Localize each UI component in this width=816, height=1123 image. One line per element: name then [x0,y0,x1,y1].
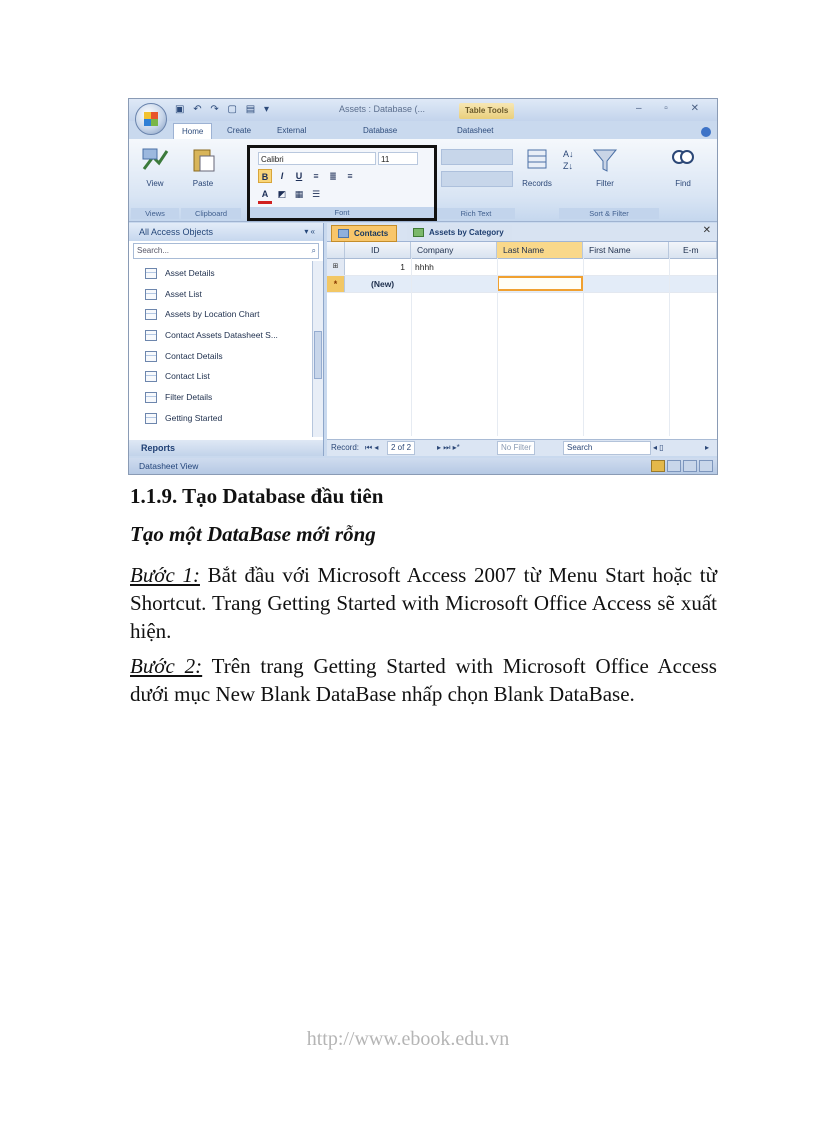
filter-icon [591,147,619,173]
form-icon [145,289,157,300]
format-row-2 [258,187,323,201]
record-navigation-bar [327,439,717,456]
underline-button[interactable]: U [295,171,303,181]
font-group-highlight [247,145,437,221]
view-button[interactable]: View [135,147,175,188]
step-1-text: Bắt đầu với Microsoft Access 2007 từ Menu Start hoặc từ Shortcut. Trang Getting Started with Microsoft Office Access sẽ xuất hiện. [130,563,717,643]
report-icon [413,228,424,237]
doc-tab-assets-by-category[interactable]: Assets by Category [407,225,512,240]
search-icon[interactable]: ⌕ [311,246,316,255]
status-bar [129,458,717,474]
alt-fill-icon[interactable]: ☰ [311,189,321,199]
format-row-1 [258,169,357,183]
select-all-cell[interactable] [327,242,345,258]
active-cell-last-name[interactable] [497,276,583,291]
nav-pane-header[interactable]: All Access Objects ▾ « [129,223,323,241]
form-icon [145,413,157,424]
nav-item[interactable]: Contact Details [129,346,311,367]
form-icon [145,371,157,382]
row-expand-icon[interactable]: ⊞ [327,259,345,275]
office-button[interactable] [135,103,167,135]
close-icon[interactable]: ✕ [702,225,711,236]
ribbon [129,139,717,222]
font-color-icon[interactable]: A [258,187,272,204]
records-icon [523,147,551,173]
nav-object-list [129,263,311,429]
fill-color-icon[interactable]: ◩ [277,189,287,199]
section-heading: 1.1.9. Tạo Database đầu tiên [130,484,384,508]
record-search-input[interactable]: Search [563,441,651,455]
pivot-table-view-icon[interactable] [667,460,681,472]
quick-access-toolbar[interactable]: ▣ ↶ ↷ ▢ ▤ ▾ [175,104,273,115]
nav-group-reports[interactable]: Reports [129,440,323,456]
nav-scrollbar[interactable] [312,261,323,437]
status-text: Datasheet View [139,461,199,471]
gridlines-icon[interactable]: ▦ [294,189,304,199]
table-row[interactable] [327,259,717,276]
new-record-icon: * [327,276,345,292]
form-icon [145,268,157,279]
help-icon[interactable] [701,127,711,137]
group-clipboard-label: Clipboard [181,208,241,219]
record-label: Record: [331,443,360,452]
align-left-icon[interactable]: ≡ [313,171,319,181]
view-icon [141,147,169,173]
nav-search-input[interactable]: Search... ⌕ [133,243,319,259]
nav-item[interactable]: Contact List [129,366,311,387]
navigation-pane [129,223,324,456]
tab-datasheet[interactable]: Datasheet [457,126,494,135]
new-record-row[interactable] [327,276,717,293]
title-bar [129,99,717,121]
design-view-icon[interactable] [699,460,713,472]
nav-item[interactable]: Asset List [129,284,311,305]
step-2-paragraph [130,652,717,708]
nav-item[interactable]: Contact Assets Datasheet S... [129,325,311,346]
column-header-id[interactable]: ID [345,242,411,258]
rich-text-controls-2[interactable] [441,171,513,187]
pivot-chart-view-icon[interactable] [683,460,697,472]
document-tabs [327,223,717,242]
form-icon [145,392,157,403]
access-screenshot [128,98,718,475]
column-header-last-name[interactable]: Last Name [497,242,583,258]
form-icon [145,330,157,341]
group-sort-filter-label: Sort & Filter [559,208,659,219]
table-tools-label: Table Tools [459,103,514,119]
nav-pane-toggle-icon[interactable]: ▾ « [304,227,315,236]
bold-button[interactable]: B [258,169,272,183]
column-header-company[interactable]: Company [411,242,497,258]
tab-create[interactable]: Create [227,126,252,135]
form-icon [145,351,157,362]
next-record-icon[interactable]: ▸ ⏭ ▸* [437,443,460,452]
column-header-email[interactable]: E-m [669,242,717,258]
office-logo-icon [144,112,158,126]
new-row-label: (New) [371,279,395,289]
form-icon [145,309,157,320]
sort-icons[interactable] [561,147,581,175]
record-position[interactable]: 2 of 2 [387,441,415,455]
nav-item[interactable]: Assets by Location Chart [129,304,311,325]
find-button[interactable]: Find [663,147,703,188]
rich-text-controls[interactable] [441,149,513,165]
tab-database-tools[interactable]: Database [363,126,398,135]
datasheet-view-icon[interactable] [651,460,665,472]
footer-url: http://www.ebook.edu.vn [306,1028,510,1050]
cell-company[interactable]: hhhh [415,262,434,272]
datasheet-area [327,223,717,456]
step-2-label: Bước 2: [130,654,203,678]
no-filter-button[interactable]: No Filter [497,441,535,455]
hscroll-left-icon[interactable]: ◂ ▯ [653,443,664,452]
paste-button[interactable]: Paste [183,147,223,188]
align-right-icon[interactable]: ≡ [347,171,353,181]
column-header-first-name[interactable]: First Name [583,242,669,258]
nav-item[interactable]: Getting Started [129,408,311,429]
group-rich-text-label: Rich Text [437,208,515,219]
tab-external-data[interactable]: External [277,126,307,135]
window-title: Assets : Database (... [339,104,426,114]
records-button[interactable]: Records [517,147,557,188]
italic-button[interactable]: I [280,171,284,181]
nav-item[interactable]: Filter Details [129,387,311,408]
nav-item[interactable]: Asset Details [129,263,311,284]
filter-button[interactable]: Filter [585,147,625,188]
svg-text:A↓: A↓ [563,149,574,159]
hscroll-right-icon[interactable]: ▸ [705,443,710,452]
group-views-label: Views [131,208,179,219]
window-controls[interactable]: – ▫ ✕ [635,103,709,114]
scroll-thumb[interactable] [314,331,322,379]
table-icon [338,229,349,238]
view-switcher [651,460,713,472]
tab-home[interactable]: Home [173,123,212,140]
align-center-icon[interactable]: ≣ [329,171,337,181]
section-subheading: Tạo một DataBase mới rỗng [130,522,376,546]
step-1-label: Bước 1: [130,563,200,587]
paste-icon [189,147,217,173]
svg-text:Z↓: Z↓ [563,161,573,171]
step-1-paragraph [130,561,717,645]
step-2-text: Trên trang Getting Started with Microsoft Office Access dưới mục New Blank DataBase nhấp chọn Blank DataBase. [130,654,717,706]
doc-tab-contacts[interactable]: Contacts [331,225,397,242]
group-font-label: Font [250,207,434,218]
first-record-icon[interactable]: ⏮ ◂ [365,443,379,452]
datasheet-header [327,242,717,259]
sort-ascending-icon [562,147,580,173]
cell-id[interactable]: 1 [400,262,405,272]
find-icon [669,147,697,173]
font-size-combobox[interactable]: 11 [378,152,418,165]
font-name-combobox[interactable]: Calibri [258,152,376,165]
